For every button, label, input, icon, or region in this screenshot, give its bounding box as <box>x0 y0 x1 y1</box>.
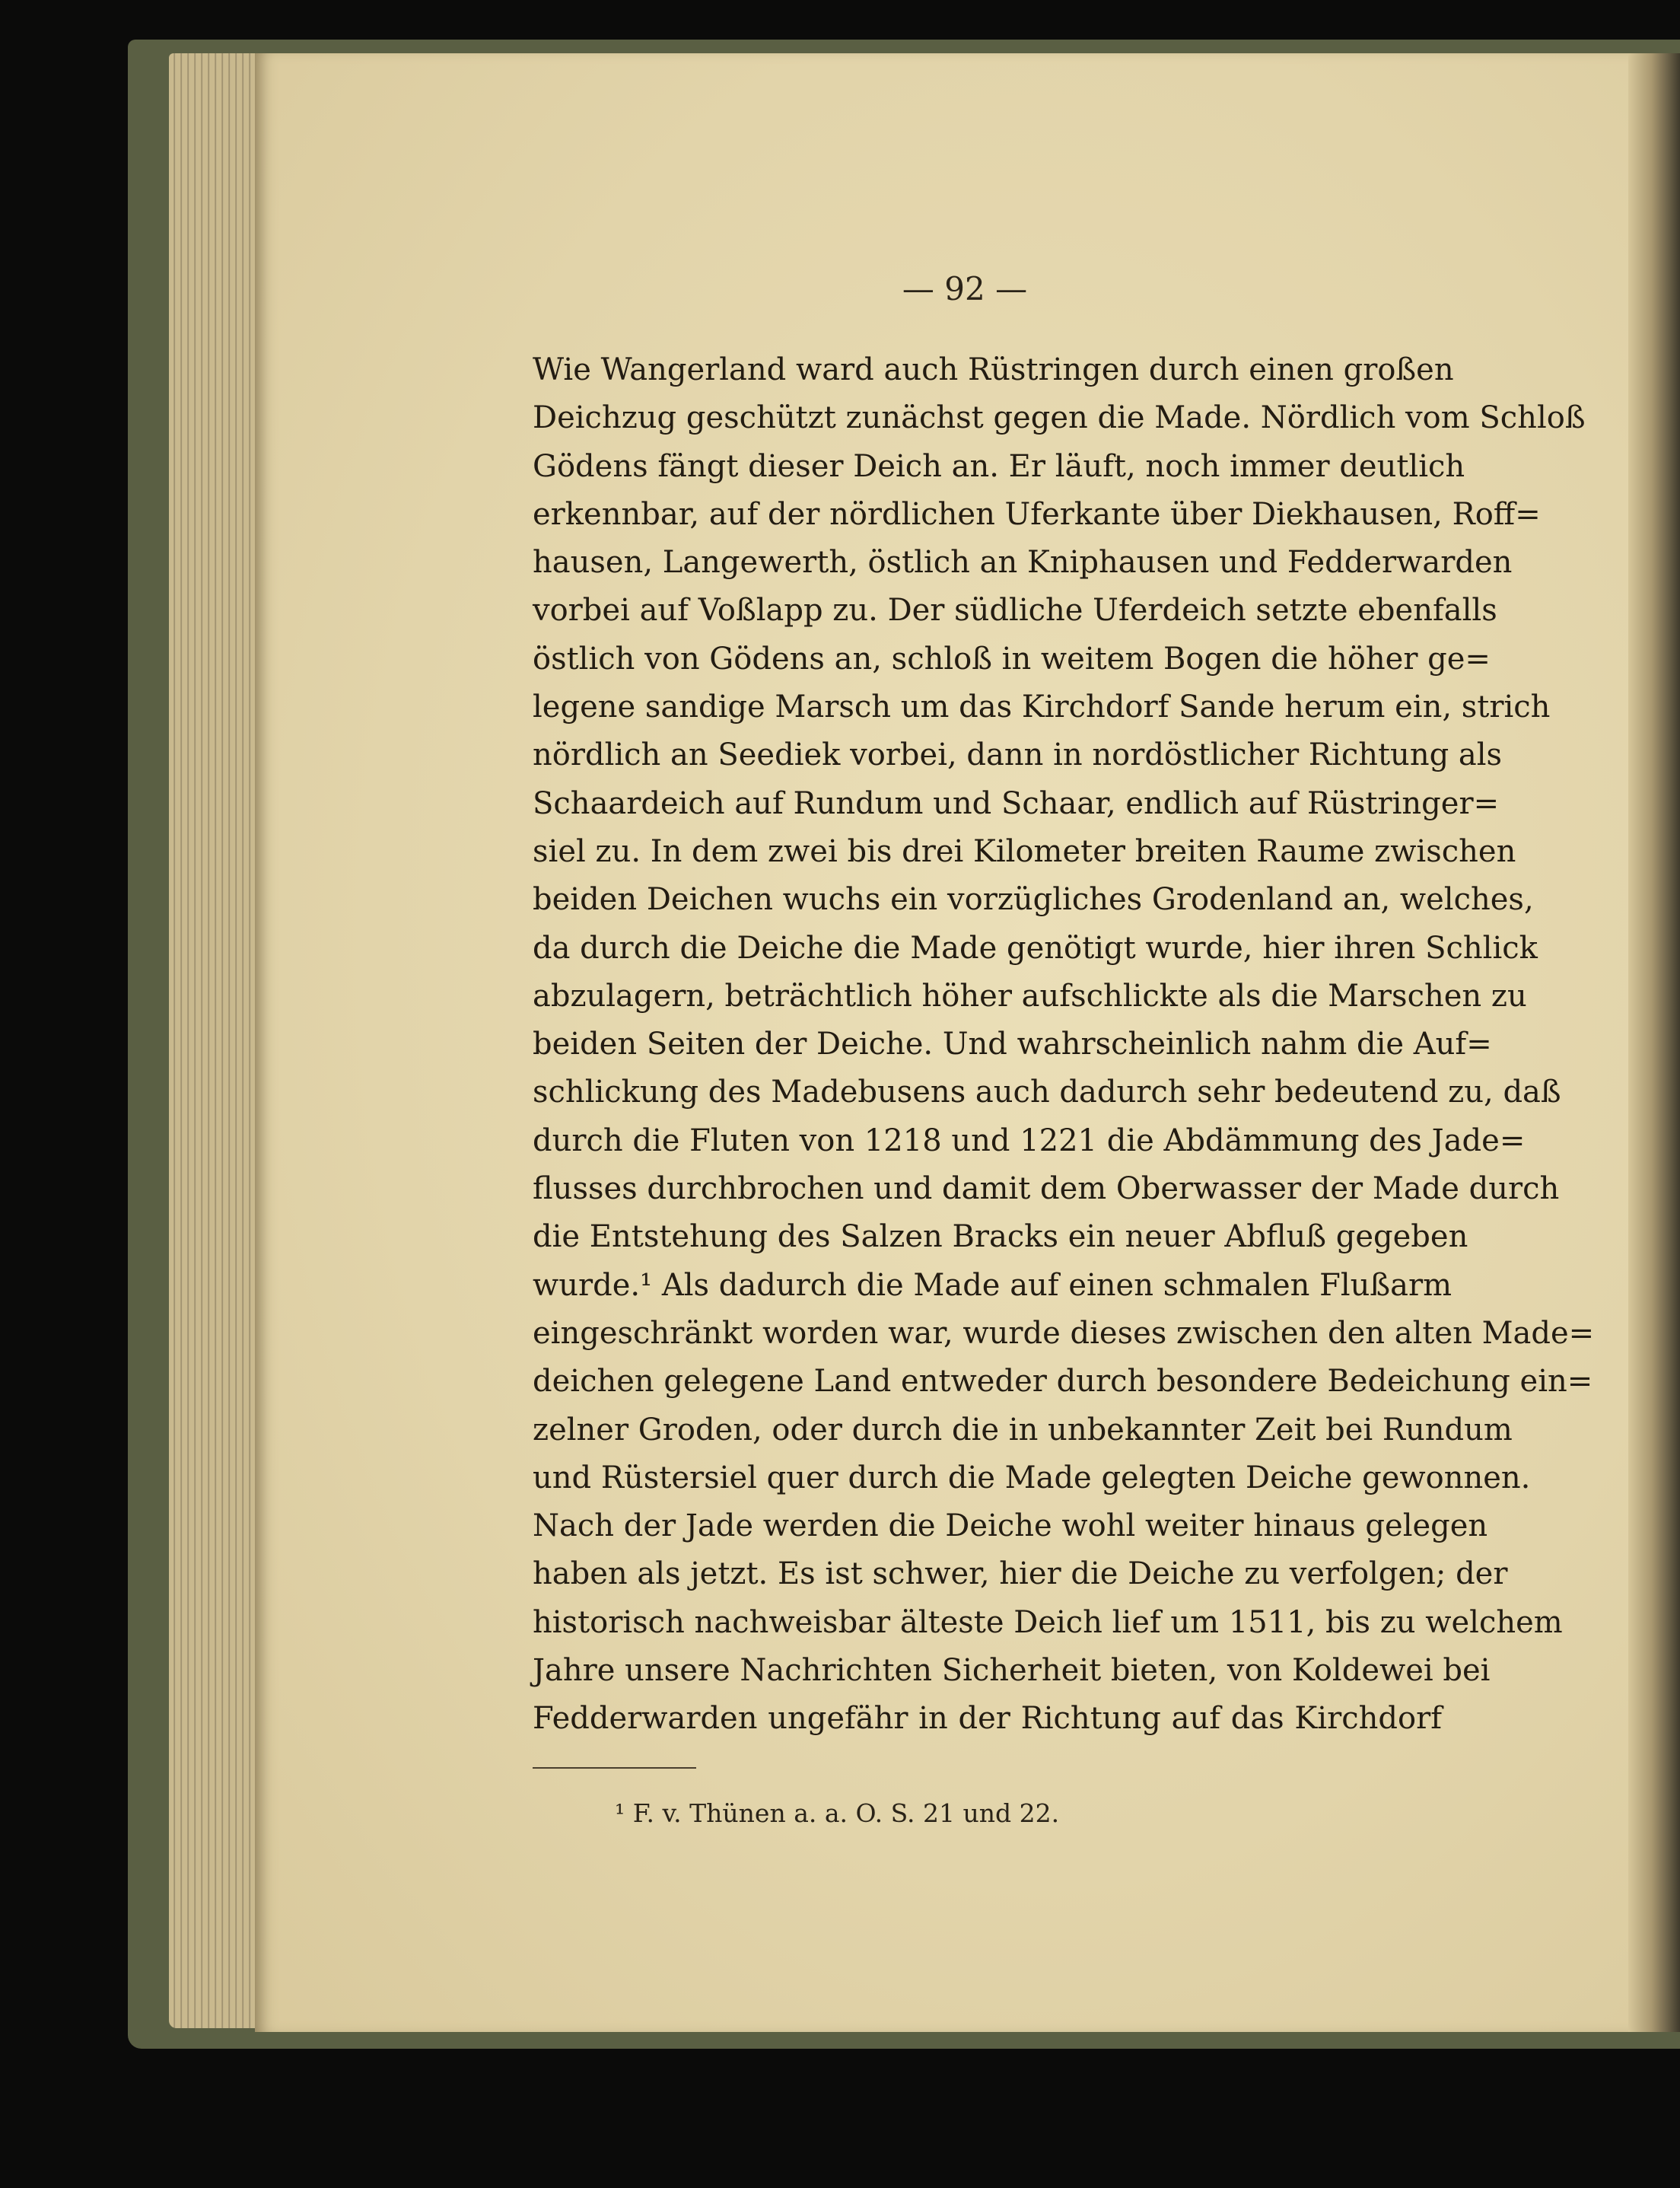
page-number: — 92 — <box>902 270 1028 307</box>
text-line: beiden Seiten der Deiche. Und wahrscheinlich nahm die Auf= <box>533 1027 1492 1062</box>
text-line: durch die Fluten von 1218 und 1221 die Abdämmung des Jade= <box>533 1123 1526 1158</box>
text-line: da durch die Deiche die Made genötigt wurde, hier ihren Schlick <box>533 930 1538 966</box>
text-line: siel zu. In dem zwei bis drei Kilometer breiten Raume zwischen <box>533 833 1516 869</box>
text-line: die Entstehung des Salzen Bracks ein neuer Abfluß gegeben <box>533 1219 1468 1255</box>
text-line: und Rüstersiel quer durch die Made gelegten Deiche gewonnen. <box>533 1460 1531 1495</box>
text-line: wurde.¹ Als dadurch die Made auf einen schmalen Flußarm <box>533 1267 1452 1303</box>
text-line: historisch nachweisbar älteste Deich lief um 1511, bis zu welchem <box>533 1604 1563 1640</box>
text-line: Schaardeich auf Rundum und Schaar, endlich auf Rüstringer= <box>533 785 1500 821</box>
text-line: vorbei auf Voßlapp zu. Der südliche Uferdeich setzte ebenfalls <box>533 593 1497 629</box>
text-line: abzulagern, beträchtlich höher aufschlickte als die Marschen zu <box>533 978 1527 1014</box>
text-line: östlich von Gödens an, schloß in weitem Bogen die höher ge= <box>533 641 1491 677</box>
text-line: flusses durchbrochen und damit dem Oberwasser der Made durch <box>533 1171 1560 1207</box>
text-line: deichen gelegene Land entweder durch besondere Bedeichung ein= <box>533 1364 1593 1400</box>
text-line: legene sandige Marsch um das Kirchdorf Sande herum ein, strich <box>533 690 1551 725</box>
text-line: erkennbar, auf der nördlichen Uferkante über Diekhausen, Roff= <box>533 496 1541 532</box>
text-line: eingeschränkt worden war, wurde dieses zwischen den alten Made= <box>533 1315 1595 1351</box>
text-line: Nach der Jade werden die Deiche wohl weiter hinaus gelegen <box>533 1508 1488 1544</box>
footnote: ¹ F. v. Thünen a. a. O. S. 21 und 22. <box>615 1798 1060 1828</box>
text-line: Wie Wangerland ward auch Rüstringen durch einen großen <box>533 352 1454 387</box>
text-line: zelner Groden, oder durch die in unbekannter Zeit bei Rundum <box>533 1412 1513 1448</box>
text-line: Jahre unsere Nachrichten Sicherheit bieten, von Koldewei bei <box>533 1653 1491 1689</box>
text-line: beiden Deichen wuchs ein vorzügliches Grodenland an, welches, <box>533 882 1534 918</box>
text-line: Fedderwarden ungefähr in der Richtung auf das Kirchdorf <box>533 1701 1442 1737</box>
text-line: Deichzug geschützt zunächst gegen die Made. Nördlich vom Schloß <box>533 400 1586 436</box>
book-gutter <box>1628 53 1680 2032</box>
text-line: schlickung des Madebusens auch dadurch sehr bedeutend zu, daß <box>533 1075 1561 1110</box>
text-line: nördlich an Seediek vorbei, dann in nordöstlicher Richtung als <box>533 737 1503 773</box>
body-text <box>533 346 1595 1744</box>
text-line: haben als jetzt. Es ist schwer, hier die Deiche zu verfolgen; der <box>533 1556 1508 1592</box>
text-line: Gödens fängt dieser Deich an. Er läuft, noch immer deutlich <box>533 448 1465 484</box>
text-line: hausen, Langewerth, östlich an Kniphausen und Fedderwarden <box>533 545 1513 581</box>
footnote-divider <box>533 1767 696 1769</box>
page-edges <box>169 53 268 2028</box>
